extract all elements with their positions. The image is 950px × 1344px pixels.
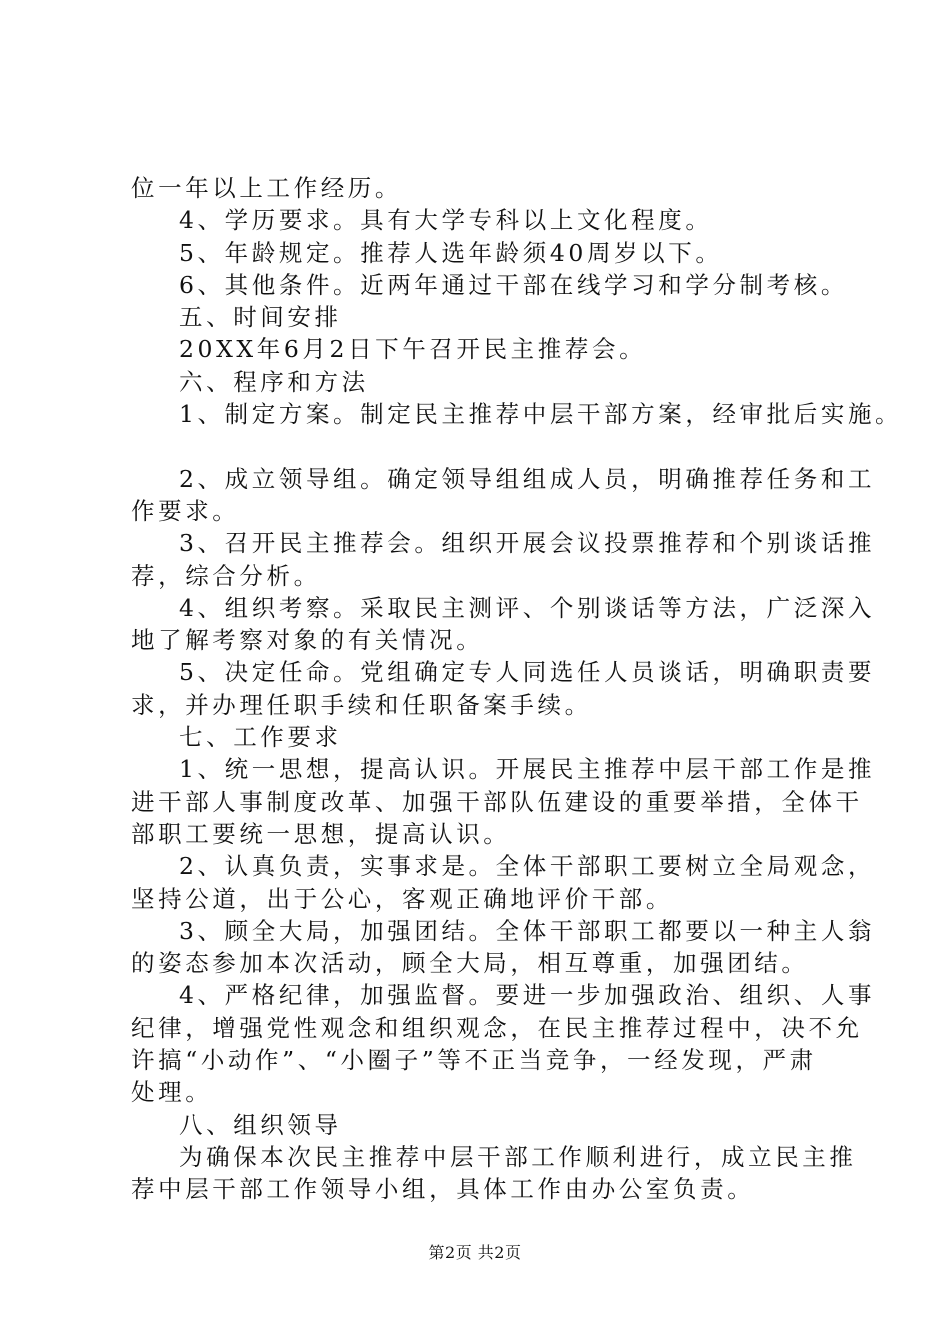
text-line: 部职工要统一思想，提高认识。 [131,819,511,848]
document-body [131,172,903,1206]
text-line: 的姿态参加本次活动，顾全大局，相互尊重，加强团结。 [131,949,809,978]
text-line: 2、认真负责，实事求是。全体干部职工要树立全局观念， [179,852,876,881]
text-line: 纪律，增强党性观念和组织观念，在民主推荐过程中，决不允 [131,1013,863,1042]
text-line: 求，并办理任职手续和任职备案手续。 [131,690,592,719]
text-line: 4、严格纪律，加强监督。要进一步加强政治、组织、人事 [179,981,876,1010]
text-line: 5、决定任命。党组确定专人同选任人员谈话，明确职责要 [179,658,876,687]
blank-line [131,430,843,462]
text-line: 坚持公道，出于公心，客观正确地评价干部。 [131,884,673,913]
text-line: 2、成立领导组。确定领导组组成人员，明确推荐任务和工 [179,464,876,493]
text-line: 3、召开民主推荐会。组织开展会议投票推荐和个别谈话推 [179,529,876,558]
text-line: 为确保本次民主推荐中层干部工作顺利进行，成立民主推 [179,1142,857,1171]
text-line: 4、组织考察。采取民主测评、个别谈话等方法，广泛深入 [179,593,876,622]
page-footer [0,1243,950,1263]
text-line: 1、统一思想，提高认识。开展民主推荐中层干部工作是推 [179,755,876,784]
page-number-label: 第2页 共2页 [428,1243,522,1262]
text-line: 位一年以上工作经历。 [131,174,402,202]
text-line: 荐中层干部工作领导小组，具体工作由办公室负责。 [131,1175,755,1204]
text-line: 进干部人事制度改革、加强干部队伍建设的重要举措，全体干 [131,787,863,816]
text-line: 20XX年6月2日下午召开民主推荐会。 [179,335,647,364]
text-line: 6、其他条件。近两年通过干部在线学习和学分制考核。 [179,270,848,299]
section-heading: 五、时间安排 [179,303,342,332]
section-heading: 七、工作要求 [179,723,342,752]
text-line: 荐，综合分析。 [131,561,321,590]
section-heading: 八、组织领导 [179,1110,342,1139]
text-line: 4、学历要求。具有大学专科以上文化程度。 [179,206,713,235]
text-line: 地了解考察对象的有关情况。 [131,626,484,655]
text-line: 许搞“小动作”、“小圈子”等不正当竞争，一经发现，严肃 [131,1046,817,1075]
text-line: 5、年龄规定。推荐人选年龄须40周岁以下。 [179,238,723,267]
text-line: 处理。 [131,1078,213,1107]
text-line: 作要求。 [131,496,240,525]
text-line: 1、制定方案。制定民主推荐中层干部方案，经审批后实施。 [179,400,903,429]
section-heading: 六、程序和方法 [179,367,369,396]
text-line: 3、顾全大局，加强团结。全体干部职工都要以一种主人翁 [179,916,876,945]
